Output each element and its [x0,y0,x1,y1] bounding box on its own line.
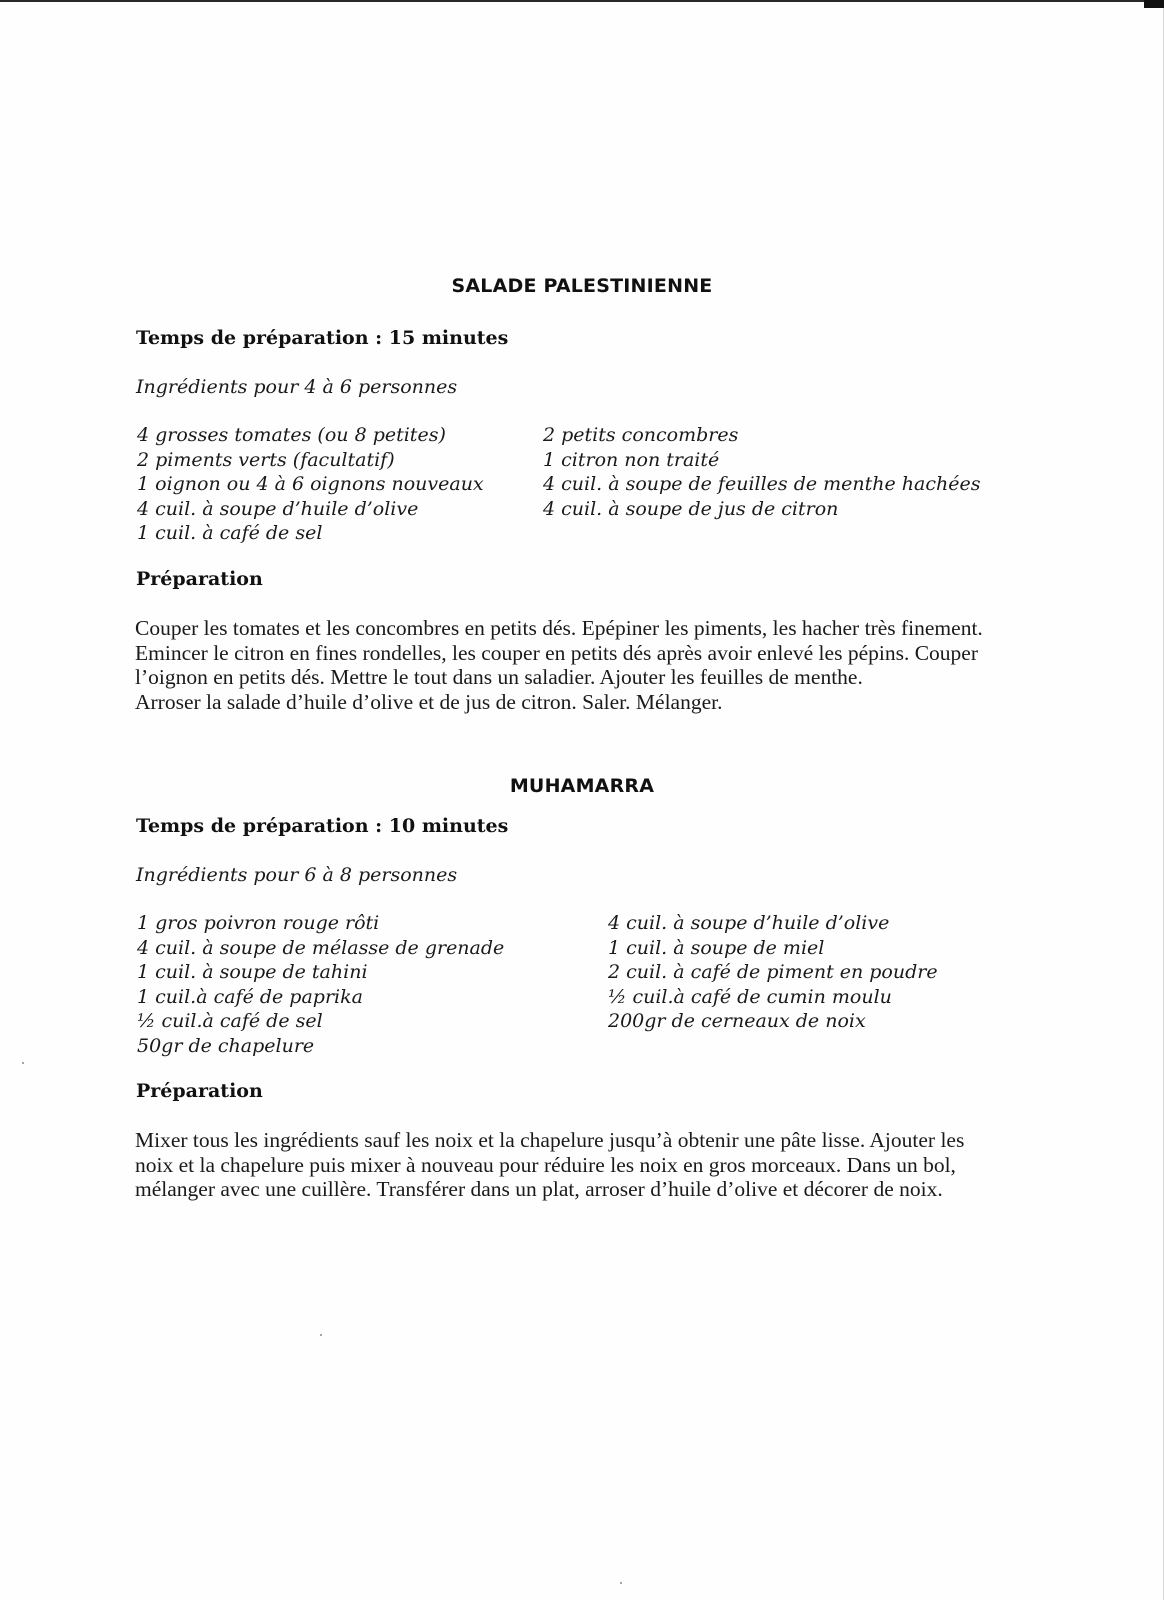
servings: Ingrédients pour 4 à 6 personnes [136,376,458,398]
scan-corner-mark [1144,0,1164,8]
ingredient-item: 200gr de cerneaux de noix [608,1010,866,1032]
ingredient-item: 4 cuil. à soupe d’huile d’olive [608,912,890,934]
ingredient-item: 1 oignon ou 4 à 6 oignons nouveaux [137,473,484,495]
ingredient-item: 2 cuil. à café de piment en poudre [608,961,938,983]
servings: Ingrédients pour 6 à 8 personnes [136,864,458,886]
preparation-heading: Préparation [136,1080,263,1102]
ingredient-item: 2 petits concombres [543,424,739,446]
ingredient-item: 1 cuil. à café de sel [137,522,323,544]
ingredient-item: 4 cuil. à soupe de mélasse de grenade [137,936,505,959]
recipe-title: SALADE PALESTINIENNE [451,275,713,297]
scan-speck [22,1062,24,1064]
ingredients-right-column [543,423,980,521]
ingredient-item: ½ cuil.à café de sel [137,1010,323,1032]
ingredient-item: 1 citron non traité [543,448,720,471]
ingredient-item: ½ cuil.à café de cumin moulu [608,985,892,1008]
preparation-paragraph: Arroser la salade d’huile d’olive et de jus de citron. Saler. Mélanger. [135,689,723,714]
ingredient-item: 1 gros poivron rouge rôti [137,912,380,934]
ingredient-item: 4 grosses tomates (ou 8 petites) [137,424,446,446]
preparation-text [135,616,995,714]
ingredient-item: 1 cuil. à soupe de tahini [137,961,368,983]
scan-speck [620,1582,622,1584]
prep-time: Temps de préparation : 10 minutes [136,815,509,837]
ingredient-item: 4 cuil. à soupe de jus de citron [543,497,839,520]
preparation-paragraph: Couper les tomates et les concombres en petits dés. Epépiner les piments, les hacher très finement. Emincer le citron en fines rondelles, les couper en petits dés après avoir enlevé les pépins. Couper l’oignon en petits dés. Mettre le tout dans un saladier. Ajouter les feuilles de menthe. [135,616,983,689]
ingredient-item: 2 piments verts (facultatif) [137,448,395,471]
scan-speck [320,1334,322,1336]
preparation-text [135,1128,995,1202]
ingredient-item: 4 cuil. à soupe d’huile d’olive [137,497,419,520]
ingredients-left-column [137,911,504,1058]
ingredients-right-column [608,911,938,1034]
ingredient-item: 4 cuil. à soupe de feuilles de menthe hachées [543,473,981,495]
ingredient-item: 1 cuil. à soupe de miel [608,936,825,959]
preparation-heading: Préparation [136,568,263,590]
recipe-title: MUHAMARRA [509,775,655,797]
ingredients-left-column [137,423,484,546]
prep-time: Temps de préparation : 15 minutes [136,327,509,349]
scan-border-top [0,0,1164,2]
ingredient-item: 50gr de chapelure [137,1034,315,1057]
preparation-paragraph: Mixer tous les ingrédients sauf les noix et la chapelure jusqu’à obtenir une pâte lisse. Ajouter les noix et la chapelure puis mixer à nouveau pour réduire les noix en gros morceaux. Dans un bol, mélanger avec une cuillère. Transférer dans un plat, arroser d’huile d’olive et décorer de noix. [135,1128,965,1201]
ingredient-item: 1 cuil.à café de paprika [137,985,363,1008]
